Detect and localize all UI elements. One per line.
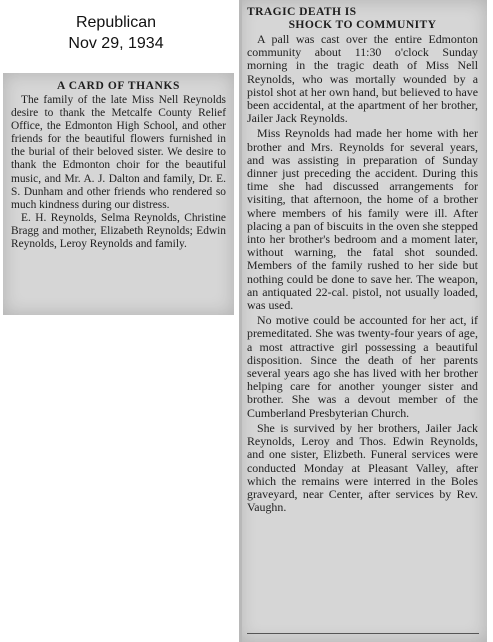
- article-paragraph: Miss Reynolds had made her home with her brother and Mrs. Reynolds for several years, and was assisting in preparation of Sunday dinner just preceding the accident. During this time she had discussed arrangements for visiting, that afternoon, the home of a brother where members of his family were ill. After placing a pan of biscuits in the oven she stepped into her brother's bedroom and a moment later, without warning, the fatal shot sounded. Members of the family rushed to her side but nothing could be done to save her. The weapon, an antiquated 22-cal. pistol, not usually loaded, was used.: [247, 126, 478, 313]
- article-headline-line2: SHOCK TO COMMUNITY: [288, 18, 437, 31]
- article-paragraph: No motive could be accounted for her act, if premeditated. She was twenty-four years of age, a most attractive girl possessing a beautiful disposition. Since the death of her parents several years ago she has lived with her brother helping care for another younger sister and brother. She was a devout member of the Cumberland Presbyterian Church.: [247, 313, 478, 420]
- clipping-edge: [239, 0, 242, 642]
- card-heading: A CARD OF THANKS: [56, 80, 181, 92]
- newspaper-name: Republican: [75, 14, 157, 31]
- card-signatures: E. H. Reynolds, Selma Reynolds, Christine Bragg and mother, Elizabeth Reynolds; Edwin Reynolds, Leroy Reynolds and family.: [11, 211, 226, 251]
- article-headline-line1: TRAGIC DEATH IS: [247, 5, 357, 18]
- card-paragraph: The family of the late Miss Nell Reynolds desire to thank the Metcalfe County Relief Office, the Edmonton High School, and other friends for the beautiful flowers furnished in the burial of their beloved sister. We desire to thank the Edmonton choir for the beautiful music, and Mr. A. J. Dalton and family, Dr. E. S. Dunham and other friends who rendered so much kindness during our distress.: [11, 94, 226, 211]
- article-paragraph: A pall was cast over the entire Edmonton community about 11:30 o'clock Sunday morning in the tragic death of Miss Nell Reynolds, who was mortally wounded by a pistol shot at her own hand, but believed to have been accidental, at the apartment of her brother, Jailer Jack Reynolds.: [247, 32, 478, 126]
- obituary-article-clipping: [239, 0, 487, 642]
- article-paragraph: She is survived by her brothers, Jailer Jack Reynolds, Leroy and Thos. Edwin Reynolds, and one sister, Elizbeth. Funeral services were conducted Monday at Pleasant Valley, after which the remains were interred in the Boles graveyard, near Center, after services by Rev. Vaughn.: [247, 420, 478, 515]
- card-of-thanks-clipping: [3, 73, 234, 315]
- source-caption: [0, 12, 232, 54]
- column-bottom-rule: [247, 633, 479, 634]
- publication-date: Nov 29, 1934: [68, 35, 164, 52]
